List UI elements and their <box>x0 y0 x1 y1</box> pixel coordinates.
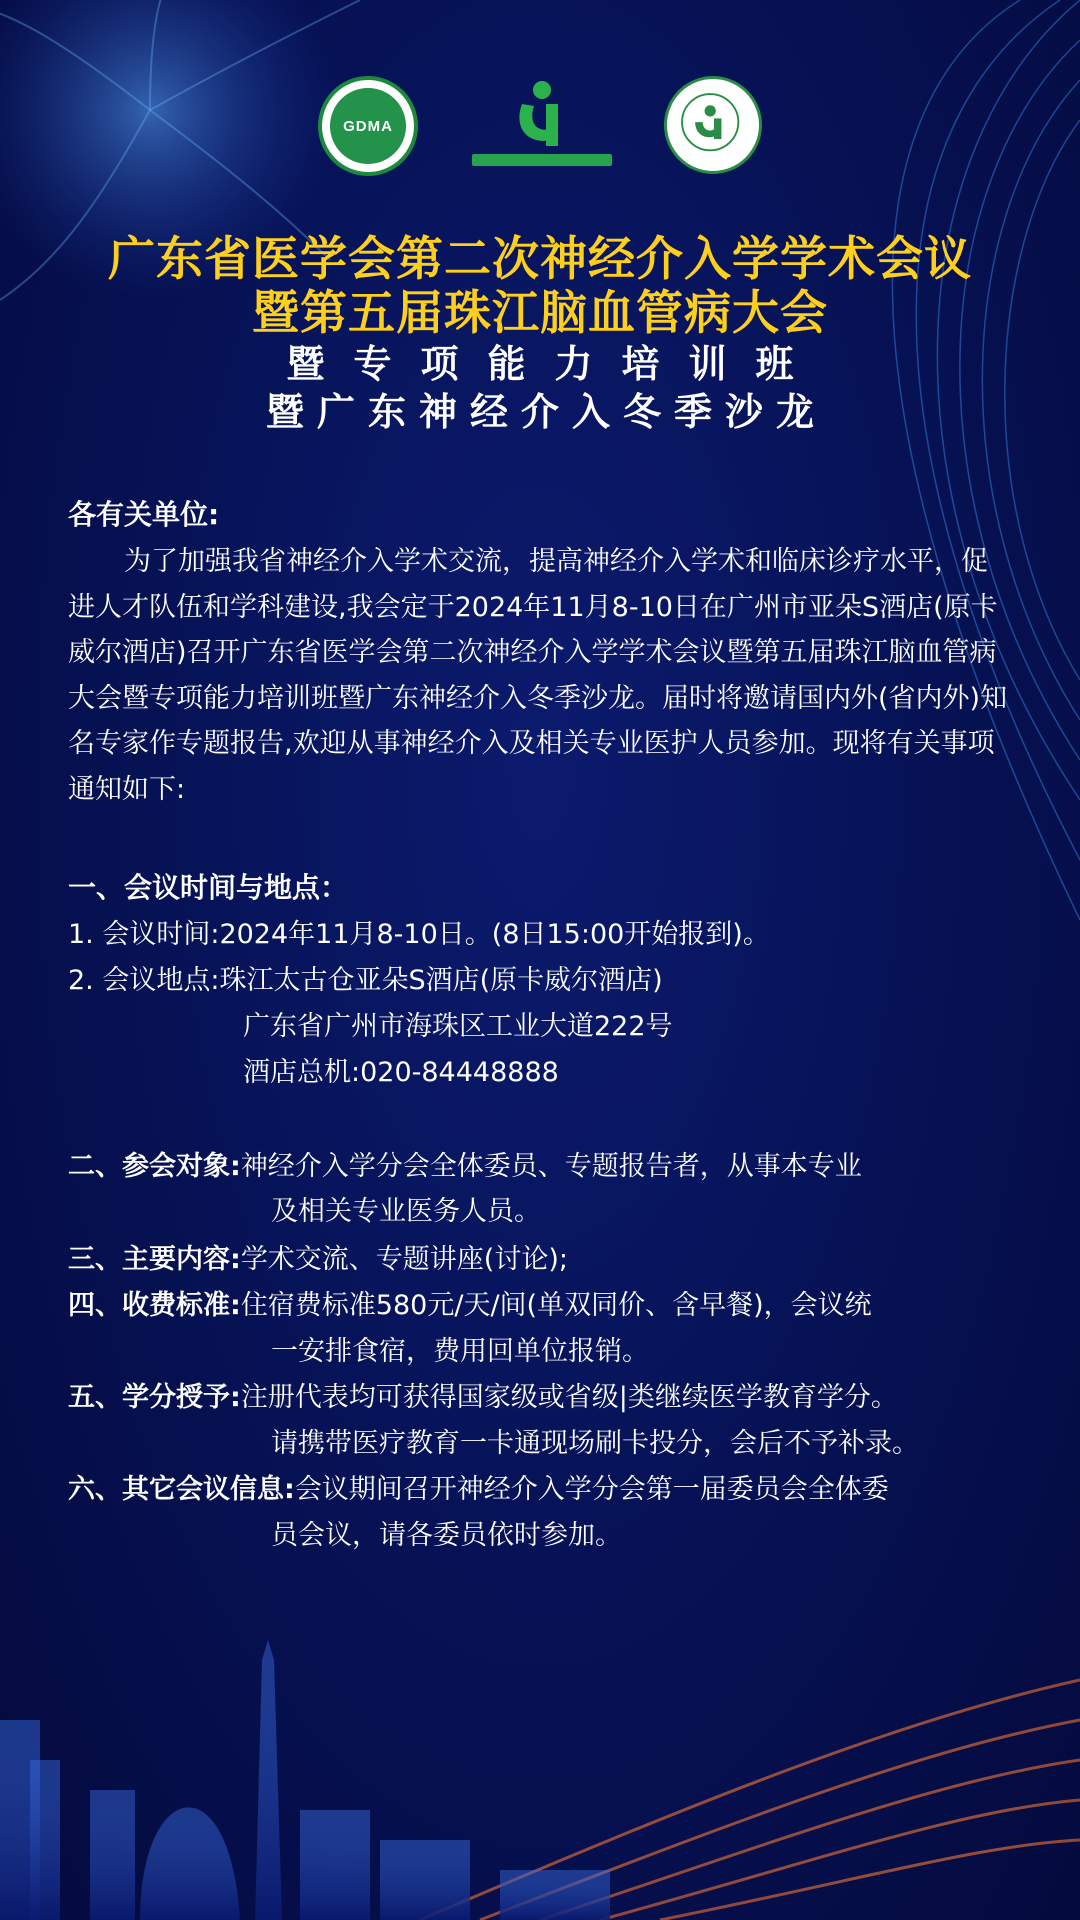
section3-line1: 学术交流、专题讲座(讨论); <box>240 1244 568 1275</box>
section5-label: 五、学分授予: <box>68 1382 241 1413</box>
neurovascular-center-logo-icon <box>664 76 762 174</box>
hotel-phone: 酒店总机:020-84448888 <box>243 1057 559 1088</box>
logo-row <box>0 76 1080 186</box>
section2-line1: 神经介入学分会全体委员、专题报告者，从事本专业 <box>240 1151 862 1182</box>
title-line-3: 暨专项能力培训班 <box>286 342 823 386</box>
meeting-place: 2. 会议地点:珠江太古仓亚朵S酒店(原卡威尔酒店) <box>68 965 663 996</box>
section5-line1: 注册代表均可获得国家级或省级|类继续医学教育学分。 <box>240 1382 898 1413</box>
section4-line1: 住宿费标准580元/天/间(单双同价、含早餐)，会议统 <box>240 1290 872 1321</box>
meeting-address: 广东省广州市海珠区工业大道222号 <box>243 1011 673 1042</box>
section4-line2: 一安排食宿，费用回单位报销。 <box>271 1336 649 1367</box>
intro-text: 为了加强我省神经介入学术交流，提高神经介入学术和临床诊疗水平，促进人才队伍和学科建设,我会定于2024年11月8-10日在广州市亚朵S酒店(原卡威尔酒店)召开广东省医学会第二次神经介入学学术会议暨第五届珠江脑血管病大会暨专项能力培训班暨广东神经介入冬季沙龙。届时将邀请国内外(省内外)知名专家作专题报告,欢迎从事神经介入及相关专业医护人员参加。现将有关事项通知如下: <box>68 546 1008 805</box>
intro-paragraph <box>68 539 1013 812</box>
section4 <box>68 1283 1013 1367</box>
section5-line2: 请携带医疗教育一卡通现场刷卡投分，会后不予补录。 <box>271 1428 919 1459</box>
section6-label: 六、其它会议信息: <box>68 1474 295 1505</box>
section6-line1: 会议期间召开神经介入学分会第一届委员会全体委 <box>294 1474 889 1505</box>
title-line-1: 广东省医学会第二次神经介入学学术会议 <box>108 232 972 287</box>
section4-label: 四、收费标准: <box>68 1290 241 1321</box>
section2 <box>68 1144 1013 1227</box>
section3 <box>68 1237 1013 1283</box>
gdma-logo-icon <box>318 76 418 176</box>
section2-label: 二、参会对象: <box>68 1151 241 1182</box>
gdma-logo-text: GDMA <box>343 117 393 135</box>
section2-line2: 及相关专业医务人员。 <box>271 1196 541 1227</box>
section6 <box>68 1467 1013 1551</box>
meeting-time: 1. 会议时间:2024年11月8-10日。(8日15:00开始报到)。 <box>68 919 770 950</box>
zhujiang-hospital-logo-icon <box>462 76 622 176</box>
section3-label: 三、主要内容: <box>68 1244 241 1275</box>
title-line-4: 暨广东神经介入冬季沙龙 <box>265 390 827 434</box>
greeting: 各有关单位: <box>68 498 220 531</box>
gdma-logo-inner <box>330 88 406 164</box>
section6-line2: 员会议，请各委员依时参加。 <box>271 1520 622 1551</box>
title-line-2: 暨第五届珠江脑血管病大会 <box>252 286 828 341</box>
section1-heading: 一、会议时间与地点： <box>68 871 349 904</box>
section5 <box>68 1375 1013 1459</box>
